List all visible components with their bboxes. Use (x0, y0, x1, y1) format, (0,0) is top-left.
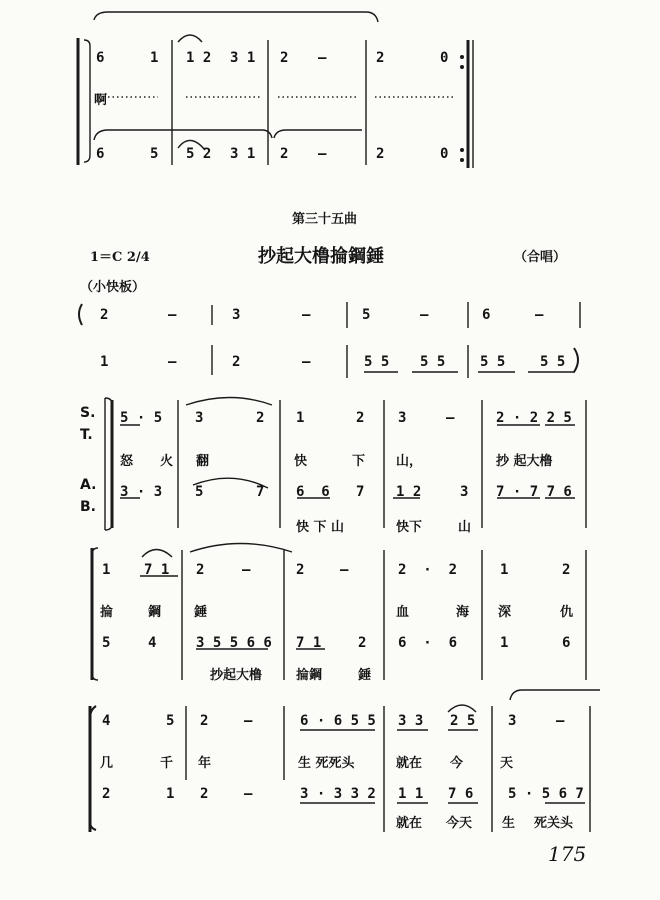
note: 1 (166, 786, 175, 802)
note: 2 (296, 562, 305, 578)
note: 2 (100, 307, 109, 323)
lyric: 仇 (560, 605, 574, 620)
lyric: 錘 (358, 668, 372, 683)
lyric: 快 下 山 (296, 520, 345, 535)
note: 5 (195, 484, 204, 500)
note: 3 (508, 713, 517, 729)
note: 6 · 6 5 5 (300, 713, 376, 729)
note: 3 1 (230, 50, 256, 66)
note: 2 (376, 146, 385, 162)
note: — (168, 307, 177, 323)
note: — (302, 354, 311, 370)
lyric: 掄鋼 (296, 668, 323, 683)
note: 5 5 (540, 354, 566, 370)
note: 3 1 (230, 146, 256, 162)
note: 2 (102, 786, 111, 802)
note: 1 2 (186, 50, 212, 66)
note: 6 · 6 (398, 635, 458, 651)
note: 6 (562, 635, 571, 651)
note: 4 (102, 713, 111, 729)
song-title: 抄起大橹掄鋼錘 (258, 246, 384, 267)
note: 2 (356, 410, 365, 426)
note: 2 (376, 50, 385, 66)
note: 7 (356, 484, 365, 500)
note: 5 5 (420, 354, 446, 370)
note: — (556, 713, 565, 729)
lyric: 錘 (194, 605, 208, 620)
lyric: 生 死死头 (298, 756, 355, 771)
note: 3 (232, 307, 241, 323)
note: 5 5 (480, 354, 506, 370)
lyric: 怒 (120, 454, 134, 469)
lyric: 就在 (396, 756, 423, 771)
note: — (302, 307, 311, 323)
note: 3 5 5 6 6 (196, 635, 272, 651)
note: — (242, 562, 251, 578)
note: 2 (358, 635, 367, 651)
lyric: 血 (396, 605, 410, 620)
lyric: 今 (450, 756, 464, 771)
note: 3 3 (398, 713, 424, 729)
voice-label-st: S. T. (80, 405, 96, 443)
note: 5 (166, 713, 175, 729)
note: 4 (148, 635, 157, 651)
note: 2 (256, 410, 265, 426)
note: 0 (440, 146, 449, 162)
note: 1 (102, 562, 111, 578)
note: 5 (150, 146, 159, 162)
note: 2 (280, 146, 289, 162)
note: — (318, 146, 327, 162)
note: 7 1 (296, 635, 322, 651)
note: 0 (440, 50, 449, 66)
note: 5 · 5 (120, 410, 163, 426)
note: — (535, 307, 544, 323)
lyric: 下 (352, 454, 366, 469)
lyric: 快 (294, 454, 308, 469)
note: 5 (102, 635, 111, 651)
note: 2 · 2 2 5 (496, 410, 572, 426)
note: — (244, 786, 253, 802)
lyric: 深 (498, 605, 512, 620)
lyric: 鋼 (148, 605, 162, 620)
note: 1 2 (396, 484, 422, 500)
note: — (244, 713, 253, 729)
note: 2 (200, 786, 209, 802)
note: 5 2 (186, 146, 212, 162)
page-number: 175 (548, 842, 587, 866)
note: 3 (195, 410, 204, 426)
note: — (318, 50, 327, 66)
lyric: 生 (502, 816, 516, 831)
lyric: 千 (160, 756, 174, 771)
note: 5 (362, 307, 371, 323)
note: 5 · 5 6 7 (508, 786, 584, 802)
note: 1 (100, 354, 109, 370)
lyric: 火 (160, 454, 174, 469)
note: 3 (460, 484, 469, 500)
lyric: 山， (396, 454, 423, 469)
key-time-signature: 1＝C 2/4 (90, 250, 150, 265)
note: 6 (96, 146, 105, 162)
performance-type: （合唱） (514, 250, 567, 265)
note: 2 5 (450, 713, 476, 729)
note: 2 · 2 (398, 562, 458, 578)
note: 2 (280, 50, 289, 66)
lyric: 今天 (446, 816, 473, 831)
lyric: 天 (500, 756, 514, 771)
note: 1 (296, 410, 305, 426)
note: 3 · 3 3 2 (300, 786, 376, 802)
voice-label-ab: A. B. (80, 477, 97, 515)
note: 2 (200, 713, 209, 729)
note: — (340, 562, 349, 578)
note: 1 (150, 50, 159, 66)
lyric: 几 (100, 756, 114, 771)
section-number: 第三十五曲 (292, 212, 358, 227)
lyric: 就在 (396, 816, 423, 831)
lyric: 死关头 (534, 816, 574, 831)
lyric: 海 (456, 605, 470, 620)
note: 2 (562, 562, 571, 578)
note: 7 6 (448, 786, 474, 802)
note: 3 · 3 (120, 484, 163, 500)
note: 6 (96, 50, 105, 66)
lyric: 年 (198, 756, 212, 771)
note: 6 (482, 307, 491, 323)
note: 3 (398, 410, 407, 426)
lyric: 啊 (94, 93, 108, 108)
note: 5 5 (364, 354, 390, 370)
note: — (168, 354, 177, 370)
note: 6 6 (296, 484, 330, 500)
note: 7 1 (144, 562, 170, 578)
note: — (420, 307, 429, 323)
note: 2 (196, 562, 205, 578)
note: 2 (232, 354, 241, 370)
note: — (446, 410, 455, 426)
note: 1 (500, 562, 509, 578)
lyric: 抄起大橹 (210, 668, 263, 683)
lyric: 山 (458, 520, 472, 535)
lyric: 快下 (396, 520, 423, 535)
note: 7 (256, 484, 265, 500)
note: 1 1 (398, 786, 424, 802)
lyric: 翻 (196, 454, 210, 469)
note: 7 · 7 7 6 (496, 484, 572, 500)
tempo-marking: （小快板） (80, 280, 146, 295)
note: 1 (500, 635, 509, 651)
lyric: 掄 (100, 605, 114, 620)
lyric: 抄 起大橹 (496, 454, 553, 469)
